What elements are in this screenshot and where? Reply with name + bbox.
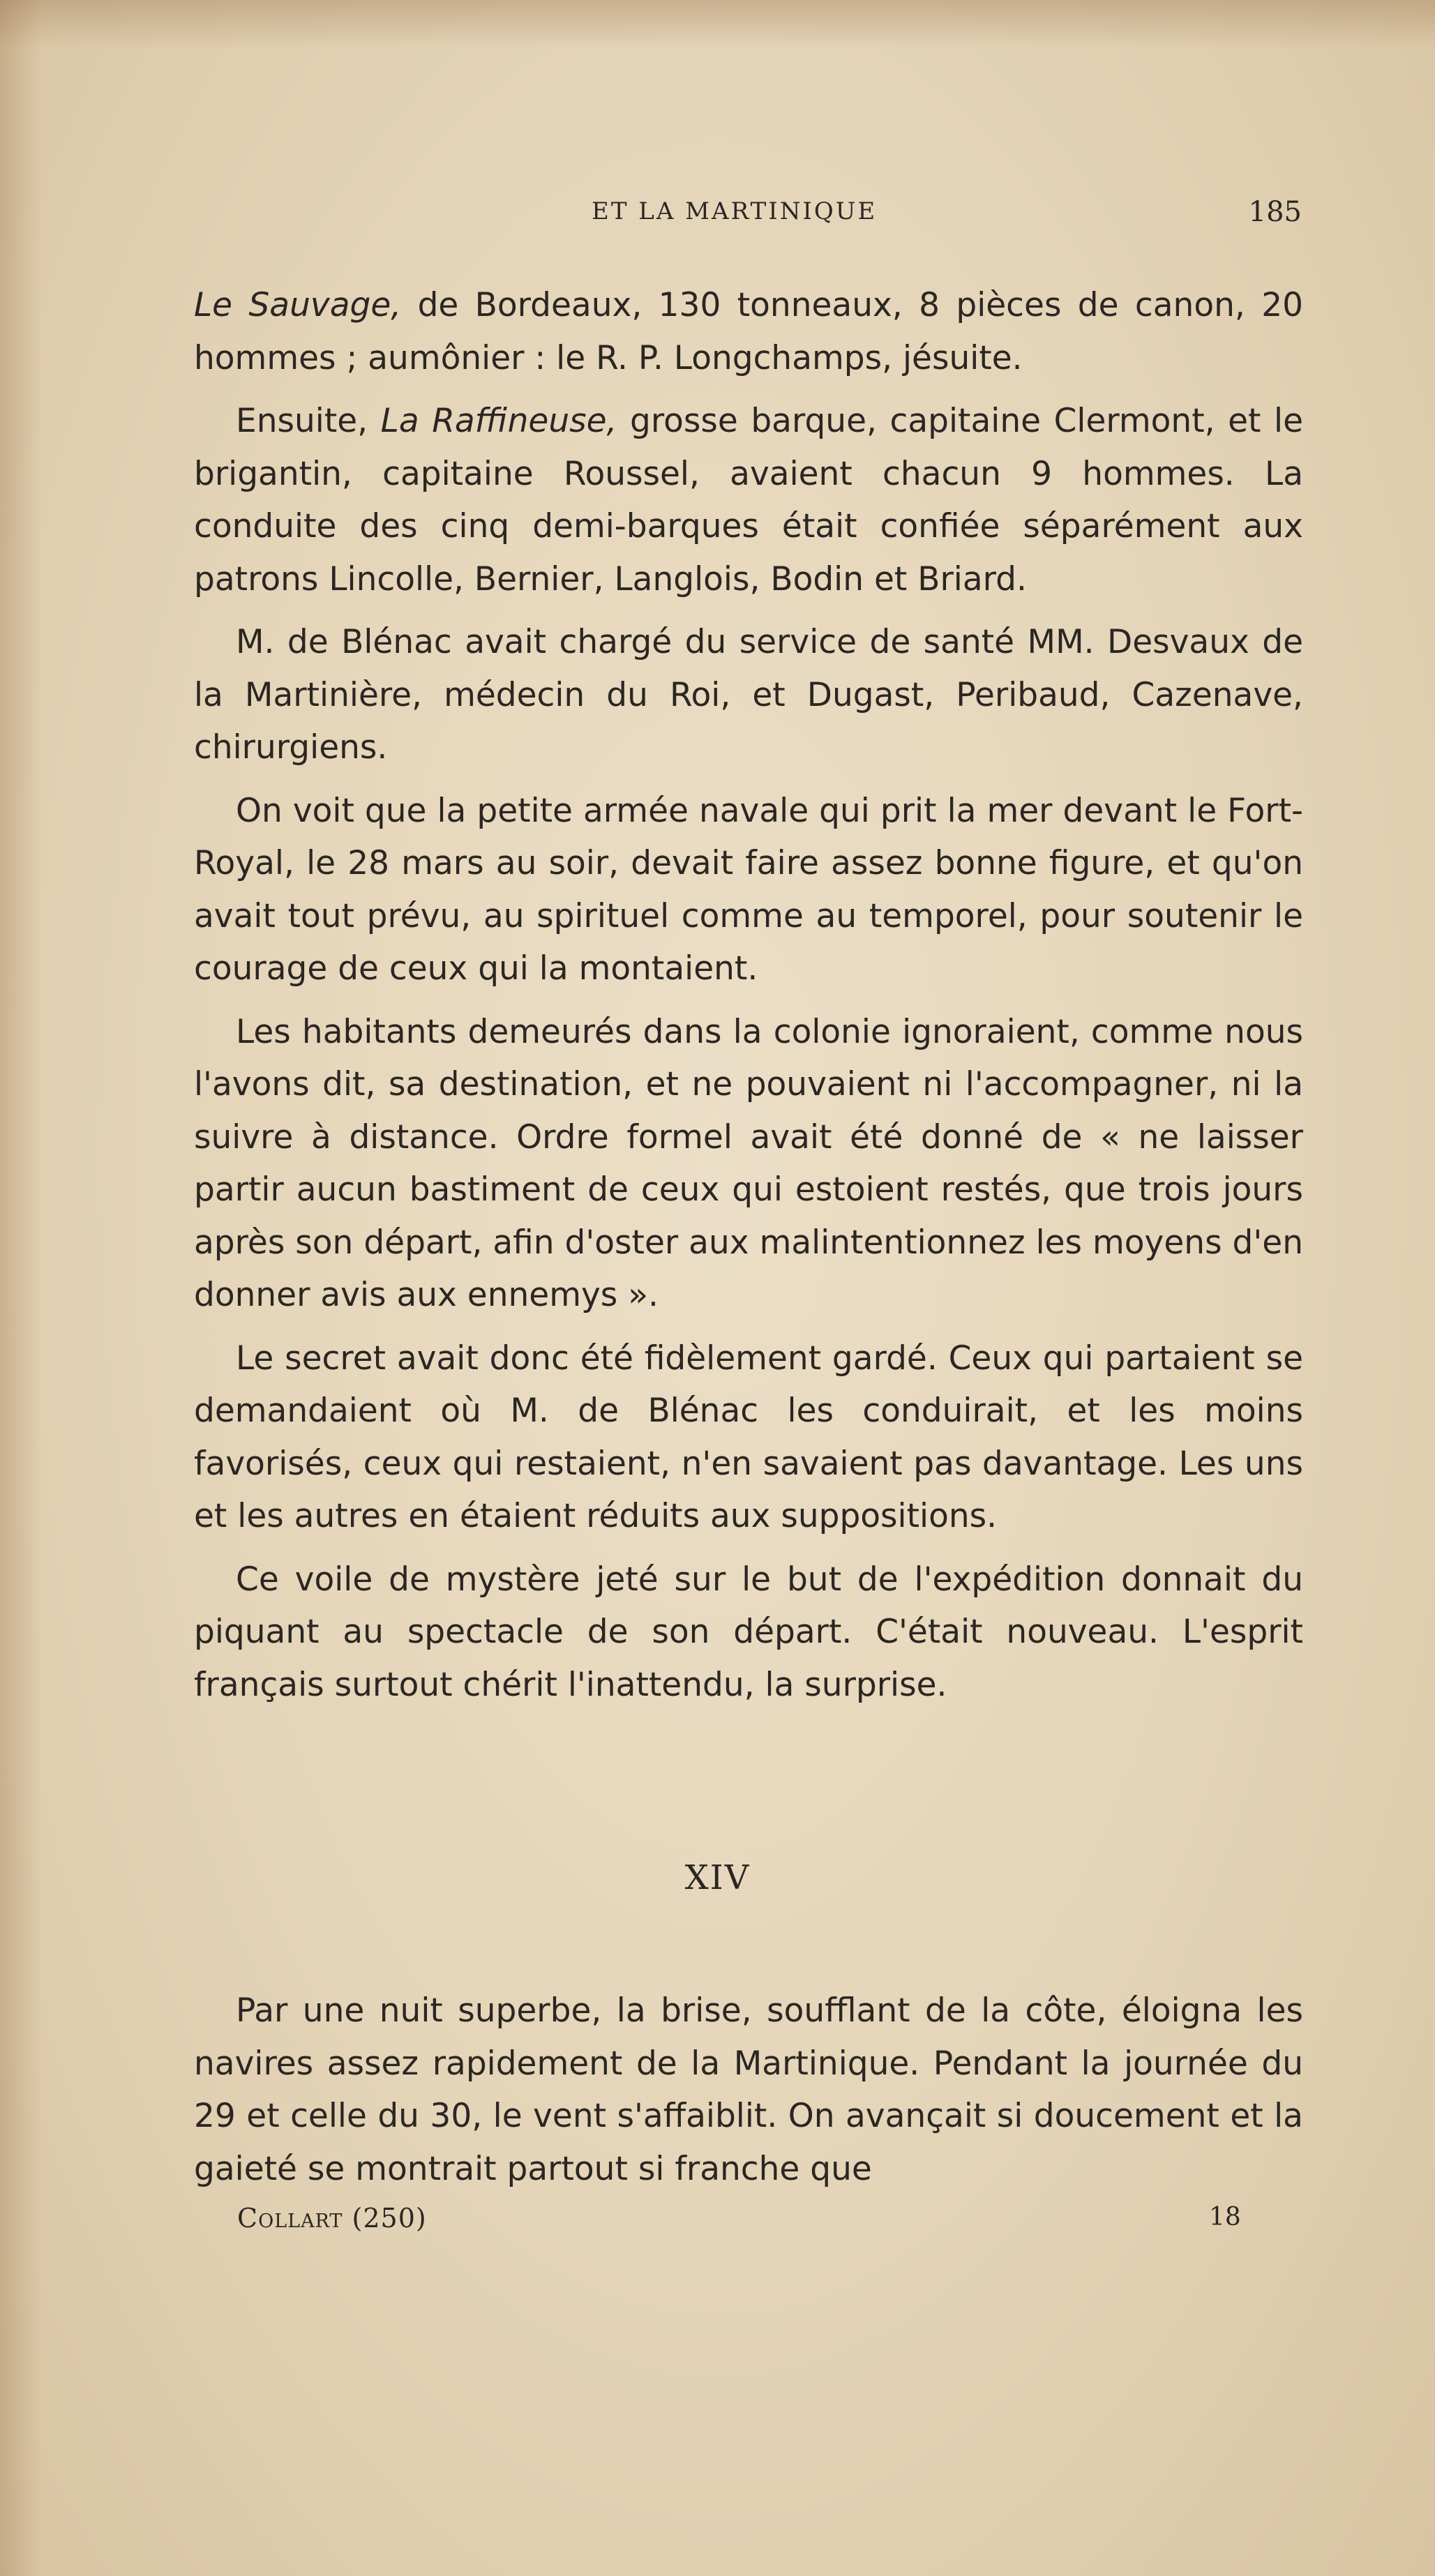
page-edge-shadow-left <box>0 0 42 2576</box>
section-text <box>194 1984 1303 2195</box>
page-header <box>194 197 1309 232</box>
printer-signature: Collart (250) <box>237 2203 427 2234</box>
ship-name: La Raffineuse, <box>380 402 617 440</box>
paragraph-text: de Bordeaux, 130 tonneaux, 8 pièces de canon, 20 hommes ; aumônier : le R. P. Longchamps, jésuite. <box>194 286 1303 377</box>
paragraph: Le secret avait donc été fidèlement gardé. Ceux qui partaient se demandaient où M. de Blénac les conduirait, et les moins favorisés, ceux qui restaient, n'en savaient pas davantage. Les uns et les autres en étaient réduits aux suppositions. <box>194 1339 1303 1535</box>
page-number: 185 <box>1248 196 1302 228</box>
paragraph <box>194 395 1303 605</box>
sheet-number: 18 <box>1209 2203 1241 2231</box>
running-head: ET LA MARTINIQUE <box>592 197 878 225</box>
paragraph-text: grosse barque, capitaine Clermont, et le brigantin, capitaine Roussel, avaient chacun 9 hommes. La conduite des cinq demi-barques était confiée séparément aux patrons Lincolle, Bernier, Langlois, Bodin et Briard. <box>194 402 1303 598</box>
paragraph: Les habitants demeurés dans la colonie ignoraient, comme nous l'avons dit, sa destination, et ne pouvaient ni l'accompagner, ni la suivre à distance. Ordre formel avait été donné de « ne laisser partir aucun bastiment de ceux qui estoient restés, que trois jours après son départ, afin d'oster aux malintentionnez les moyens d'en donner avis aux ennemys ». <box>194 1012 1303 1314</box>
paragraph: Ce voile de mystère jeté sur le but de l'expédition donnait du piquant au spectacle de son départ. C'était nouveau. L'esprit français surtout chérit l'inattendu, la surprise. <box>194 1560 1303 1704</box>
page-edge-shadow-top <box>0 0 1435 49</box>
page-footer <box>237 2203 1312 2238</box>
paragraph <box>194 279 1303 384</box>
paragraph-lead: Ensuite, <box>236 402 381 440</box>
ship-name: Le Sauvage, <box>194 286 402 324</box>
paragraph: On voit que la petite armée navale qui prit la mer devant le Fort-Royal, le 28 mars au soir, devait faire assez bonne figure, et qu'on avait tout prévu, au spirituel comme au temporel, pour soutenir le courage de ceux qui la montaient. <box>194 791 1303 988</box>
paragraph: M. de Blénac avait chargé du service de santé MM. Desvaux de la Martinière, médecin du Roi, et Dugast, Peribaud, Cazenave, chirurgiens. <box>194 623 1303 767</box>
paragraph: Par une nuit superbe, la brise, soufflant de la côte, éloigna les navires assez rapidement de la Martinique. Pendant la journée du 29 et celle du 30, le vent s'affaiblit. On avançait si doucement et la gaieté se montrait partout si franche que <box>194 1991 1303 2188</box>
main-text <box>194 279 1303 1711</box>
section-heading: XIV <box>684 1858 751 1897</box>
